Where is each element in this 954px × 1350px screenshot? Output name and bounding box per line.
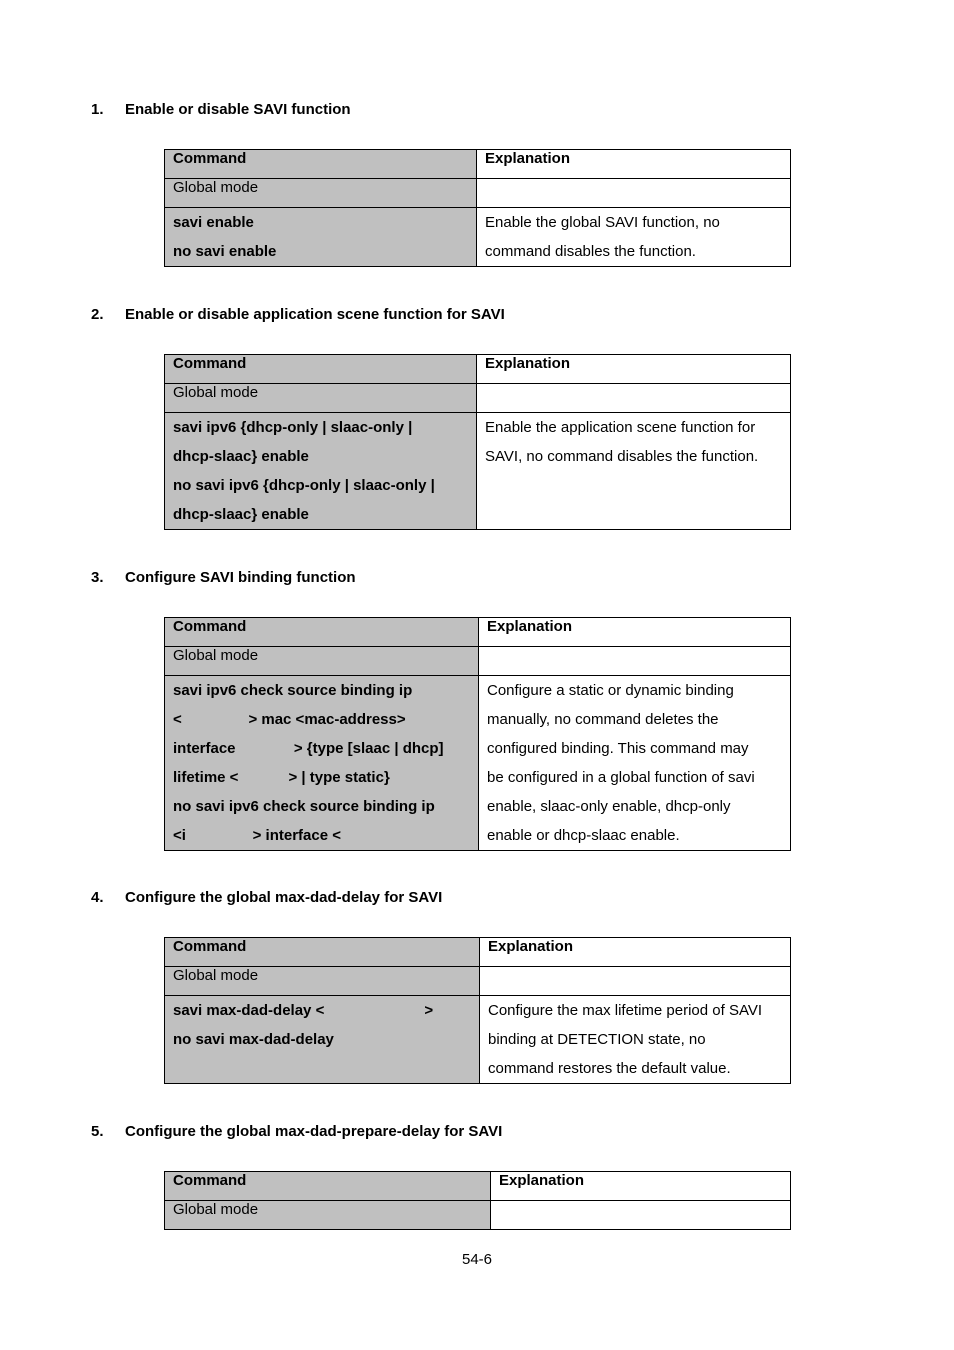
explanation-line: Enable the application scene function for [485, 419, 756, 436]
section-4-table [164, 937, 791, 1084]
section-1-heading [91, 101, 351, 118]
command-row [165, 208, 791, 267]
mode-row [165, 1201, 791, 1230]
mode-empty-cell [480, 967, 791, 996]
table-header-row [165, 150, 791, 179]
explanation-line: command disables the function. [485, 243, 696, 260]
mode-cell: Global mode [165, 179, 477, 208]
command-line: no savi ipv6 {dhcp-only | slaac-only | [173, 477, 435, 494]
section-5-heading [91, 1123, 502, 1140]
explanation-cell [477, 413, 791, 530]
command-row [165, 676, 791, 851]
command-cell [165, 676, 479, 851]
command-header: Command [165, 618, 479, 647]
section-number: 3. [91, 569, 104, 586]
explanation-header: Explanation [491, 1172, 791, 1201]
mode-empty-cell [479, 647, 791, 676]
command-line: savi max-dad-delay < > [173, 1002, 434, 1019]
section-title: Enable or disable SAVI function [125, 101, 351, 118]
command-header: Command [165, 355, 477, 384]
section-2-heading [91, 306, 505, 323]
explanation-header: Explanation [480, 938, 791, 967]
mode-empty-cell [477, 384, 791, 413]
mode-row [165, 967, 791, 996]
section-3-heading [91, 569, 356, 586]
mode-cell: Global mode [165, 967, 480, 996]
section-3-table [164, 617, 791, 851]
explanation-header: Explanation [479, 618, 791, 647]
mode-empty-cell [491, 1201, 791, 1230]
command-header: Command [165, 938, 480, 967]
table-header-row [165, 618, 791, 647]
explanation-line: configured binding. This command may [487, 740, 749, 757]
mode-cell: Global mode [165, 647, 479, 676]
explanation-line: command restores the default value. [488, 1060, 731, 1077]
command-line: savi ipv6 {dhcp-only | slaac-only | [173, 419, 413, 436]
command-line: no savi enable [173, 243, 277, 260]
explanation-cell [479, 676, 791, 851]
command-cell [165, 413, 477, 530]
explanation-header: Explanation [477, 355, 791, 384]
command-line: dhcp-slaac} enable [173, 448, 309, 465]
explanation-line: binding at DETECTION state, no [488, 1031, 706, 1048]
command-row [165, 413, 791, 530]
mode-cell: Global mode [165, 1201, 491, 1230]
mode-cell: Global mode [165, 384, 477, 413]
explanation-cell [480, 996, 791, 1084]
section-number: 1. [91, 101, 104, 118]
command-line: lifetime < > | type static} [173, 769, 390, 786]
explanation-line: SAVI, no command disables the function. [485, 448, 759, 465]
table-header-row [165, 355, 791, 384]
explanation-line: enable, slaac-only enable, dhcp-only [487, 798, 731, 815]
explanation-line: Configure the max lifetime period of SAVI [488, 1002, 763, 1019]
command-line: savi enable [173, 214, 254, 231]
mode-empty-cell [477, 179, 791, 208]
command-row [165, 996, 791, 1084]
section-number: 2. [91, 306, 104, 323]
mode-row [165, 384, 791, 413]
explanation-header: Explanation [477, 150, 791, 179]
mode-row [165, 647, 791, 676]
section-number: 4. [91, 889, 104, 906]
explanation-line: Enable the global SAVI function, no [485, 214, 720, 231]
command-line: no savi max-dad-delay [173, 1031, 334, 1048]
command-cell [165, 996, 480, 1084]
command-line: <i > interface < [173, 827, 341, 844]
section-number: 5. [91, 1123, 104, 1140]
table-header-row [165, 1172, 791, 1201]
explanation-line: enable or dhcp-slaac enable. [487, 827, 680, 844]
command-header: Command [165, 1172, 491, 1201]
table-header-row [165, 938, 791, 967]
explanation-line: Configure a static or dynamic binding [487, 682, 734, 699]
command-line: no savi ipv6 check source binding ip [173, 798, 435, 815]
explanation-line: be configured in a global function of savi [487, 769, 755, 786]
page-number: 54-6 [461, 1251, 493, 1268]
section-4-heading [91, 889, 442, 906]
section-title: Enable or disable application scene function for SAVI [125, 306, 505, 323]
command-line: savi ipv6 check source binding ip [173, 682, 413, 699]
command-header: Command [165, 150, 477, 179]
section-1-table [164, 149, 791, 267]
command-cell [165, 208, 477, 267]
command-line: dhcp-slaac} enable [173, 506, 309, 523]
explanation-line: manually, no command deletes the [487, 711, 719, 728]
section-title: Configure the global max-dad-prepare-delay for SAVI [125, 1123, 503, 1140]
section-2-table [164, 354, 791, 530]
section-title: Configure the global max-dad-delay for SAVI [125, 889, 443, 906]
mode-row [165, 179, 791, 208]
section-5-table [164, 1171, 791, 1230]
explanation-cell [477, 208, 791, 267]
command-line: interface > {type [slaac | dhcp] [173, 740, 444, 757]
command-line: < > mac <mac-address> [173, 711, 406, 728]
section-title: Configure SAVI binding function [125, 569, 356, 586]
